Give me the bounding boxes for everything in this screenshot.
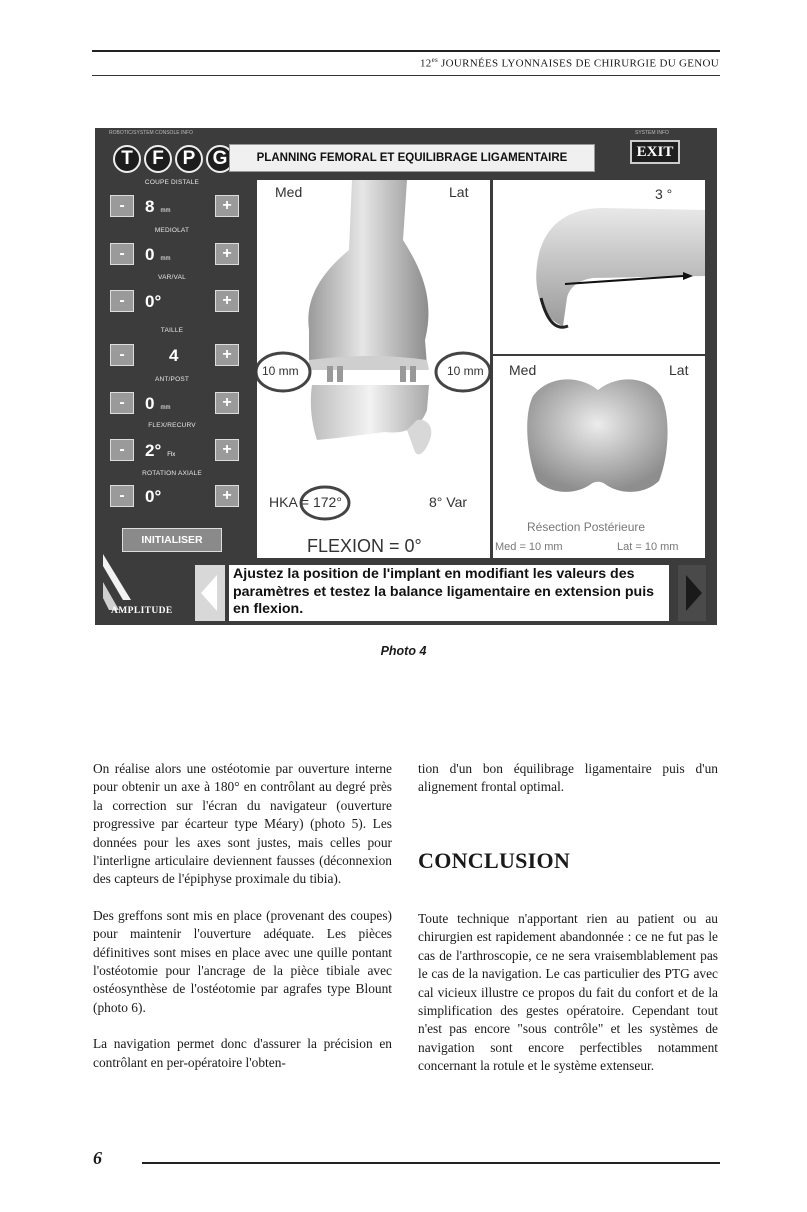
header-ordinal-suffix: es (431, 56, 438, 64)
flexrecurv-number: 2° (145, 441, 162, 460)
taille-number: 4 (169, 346, 179, 365)
varval-value (145, 292, 207, 312)
coupe-distale-unit: mm (160, 208, 171, 214)
body-paragraph: La navigation permet donc d'assurer la précision en contrôlant en per-opératoire l'obten- (93, 1036, 392, 1070)
mediolat-number: 0 (145, 245, 155, 264)
sagittal-angle-value: 3 ° (655, 186, 673, 202)
posterior-resection-title: Résection Postérieure (527, 520, 646, 534)
logo-letter-t: T (113, 145, 141, 173)
varval-plus-button[interactable]: + (215, 290, 239, 312)
flexrecurv-minus-button[interactable]: - (110, 439, 134, 461)
coupe-distale-minus-button[interactable]: - (110, 195, 134, 217)
control-label-mediolat: MEDIOLAT (154, 227, 190, 234)
navigation-screenshot (95, 128, 717, 625)
femur-sagittal-image (493, 180, 705, 354)
control-label-taille: TAILLE (160, 327, 184, 334)
frontal-view-panel (257, 180, 490, 558)
column-right-top (418, 760, 718, 797)
previous-step-button[interactable] (195, 565, 225, 621)
tfpg-logo (113, 145, 234, 173)
posterior-lat-value: Lat = 10 mm (617, 541, 679, 553)
varval-number: 0° (145, 292, 162, 311)
mediolat-value (145, 245, 207, 265)
control-label-antpost: ANT/POST (154, 376, 190, 383)
control-label-rotation-axiale: ROTATION AXIALE (142, 470, 202, 477)
flexrecurv-unit: Flx (167, 452, 176, 458)
flexrecurv-plus-button[interactable]: + (215, 439, 239, 461)
control-label-flexrecurv: FLEX/RECURV (148, 422, 196, 429)
planning-title: PLANNING FEMORAL ET EQUILIBRAGE LIGAMENTAIRE (229, 144, 595, 172)
coupe-distale-plus-button[interactable]: + (215, 195, 239, 217)
posterior-med-value: Med = 10 mm (495, 541, 563, 553)
frontal-med-label: Med (275, 184, 303, 200)
figure-tiny-text-right: SYSTEM INFO (635, 130, 669, 136)
taille-plus-button[interactable]: + (215, 344, 239, 366)
figure-tiny-text-left: ROBOTIC/SYSTEM CONSOLE INFO (109, 130, 193, 136)
running-header (420, 56, 719, 70)
logo-letter-p: P (175, 145, 203, 173)
antpost-minus-button[interactable]: - (110, 392, 134, 414)
mediolat-unit: mm (160, 256, 171, 262)
figure-caption: Photo 4 (380, 644, 427, 658)
brand-name: AMPLITUDE (111, 606, 173, 616)
page-number: 6 (93, 1148, 102, 1168)
taille-minus-button[interactable]: - (110, 344, 134, 366)
arrow-right-icon (678, 565, 706, 621)
header-top-rule (92, 50, 720, 52)
control-label-coupe-distale: COUPE DISTALE (144, 179, 200, 186)
body-paragraph: On réalise alors une ostéotomie par ouverture interne pour obtenir un axe à 180° en contrôlant au degré près la correction sur l'écran du navigateur (ouverture progressive par écarteur type Méary) (photo 5). Les données pour les axes sont justes, mais celles pour l'interligne articulaire deviennent fausses (déconnexion des capteurs de l'épiphyse proximale du tibia). (93, 761, 392, 887)
antpost-unit: mm (160, 405, 171, 411)
column-right-bottom (418, 910, 718, 1076)
logo-letter-g: G (206, 145, 234, 173)
next-step-button[interactable] (678, 565, 706, 621)
initialiser-button[interactable]: INITIALISER (122, 528, 222, 552)
rotation-axiale-number: 0° (145, 487, 162, 506)
section-heading: CONCLUSION (418, 848, 571, 873)
hka-value: HKA = 172° (269, 494, 342, 510)
instruction-message: Ajustez la position de l'implant en modifiant les valeurs des paramètres et testez la balance ligamentaire en extension puis en flexion. (229, 565, 669, 621)
frontal-lat-label: Lat (449, 184, 469, 200)
body-paragraph: Toute technique n'apportant rien au patient ou au chirurgien est rapidement abandonnée : ce ne fut pas le cas de l'arthroscopie, ce ne sera vraisemblablement pas le cas de la navigation. Le cas particulier des PTG avec cal vicieux illustre ce propos du fait du confort et de la simplification des gestes opératoire. Cependant tout n'est pas encore "sous contrôle" et les systèmes de navigation sont encore perfectibles notamment concernant la rotule et le système extenseur. (418, 911, 718, 1074)
gap-right-value: 10 mm (447, 364, 484, 378)
exit-button[interactable]: EXIT (630, 140, 680, 164)
sagittal-view-panel (493, 180, 705, 354)
posterior-med-label: Med (509, 362, 537, 378)
body-paragraph: tion d'un bon équilibrage ligamentaire puis d'un alignement frontal optimal. (418, 761, 718, 795)
antpost-number: 0 (145, 394, 155, 413)
body-paragraph: Des greffons sont mis en place (provenant des coupes) pour maintenir l'ouverture adéquate. Les pièces définitives sont mises en place avec une quille pontant l'ostéotomie pour l'ancrage de la pièce tibiale avec ostéosynthèse de l'ostéotomie par agrafes type Blount (photo 6). (93, 907, 392, 1015)
footer-rule (142, 1162, 720, 1164)
posterior-view-panel (493, 356, 705, 558)
mediolat-minus-button[interactable]: - (110, 243, 134, 265)
posterior-lat-label: Lat (669, 362, 689, 378)
control-label-varval: VAR/VAL (158, 274, 186, 281)
coupe-distale-value (145, 197, 207, 217)
rotation-axiale-value (145, 487, 207, 507)
flexrecurv-value (145, 441, 207, 461)
flexion-value: FLEXION = 0° (307, 536, 422, 556)
header-ordinal: 12 (419, 57, 432, 70)
arrow-left-icon (195, 565, 225, 621)
logo-letter-f: F (144, 145, 172, 173)
coupe-distale-number: 8 (145, 197, 155, 216)
rotation-axiale-plus-button[interactable]: + (215, 485, 239, 507)
column-left (93, 760, 392, 1072)
antpost-plus-button[interactable]: + (215, 392, 239, 414)
varval-minus-button[interactable]: - (110, 290, 134, 312)
header-title: JOURNÉES LYONNAISES DE CHIRURGIE DU GENOU (438, 57, 719, 70)
varus-value: 8° Var (429, 494, 468, 510)
gap-left-value: 10 mm (262, 364, 299, 378)
antpost-value (145, 394, 207, 414)
rotation-axiale-minus-button[interactable]: - (110, 485, 134, 507)
mediolat-plus-button[interactable]: + (215, 243, 239, 265)
header-bottom-rule (92, 75, 720, 76)
